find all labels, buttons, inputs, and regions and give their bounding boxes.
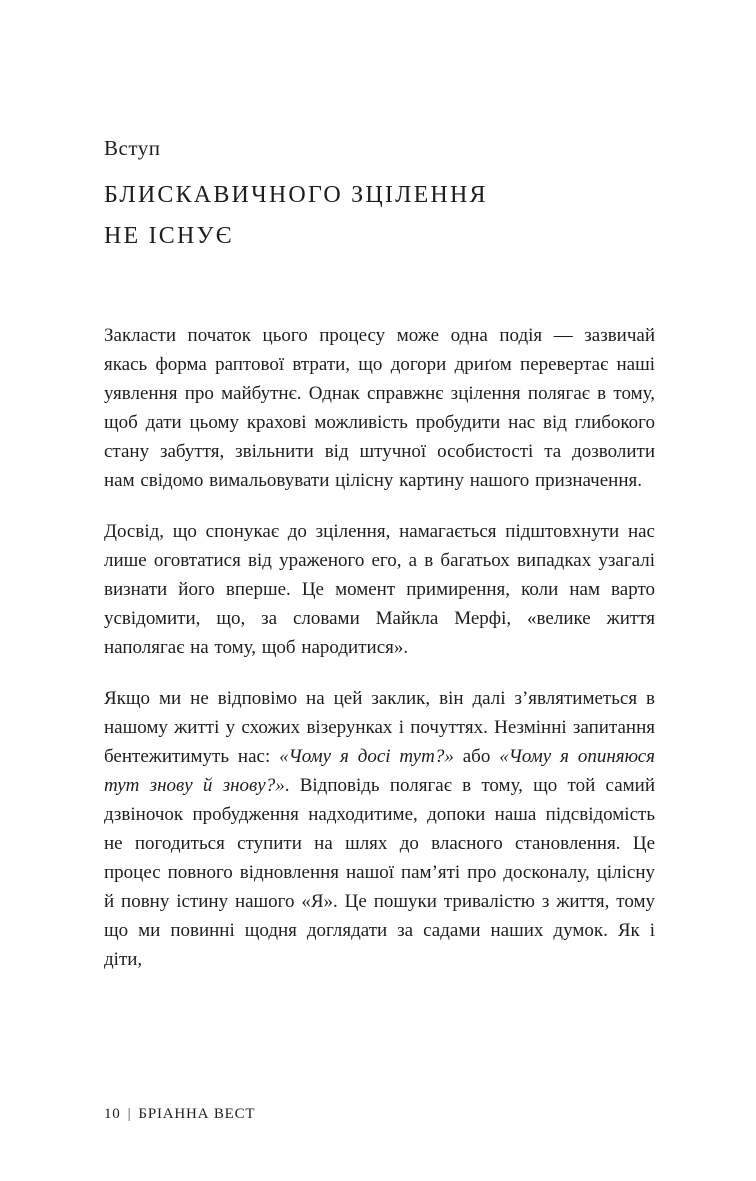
running-title: БРІАННА ВЕСТ	[138, 1106, 256, 1122]
text-run: Закласти початок цього процесу може одна подія — зазвичай якась форма раптової втрати, що догори дриґом перевертає наші уявлення про майбутнє. Однак справжнє зцілення полягає в тому, щоб дати цьому крахові можливість пробудити нас від глибокого стану забуття, звільнити від штучної особистості та дозволити нам свідомо вимальовувати цілісну картину нашого призначення.	[104, 324, 655, 491]
page-number: 10	[104, 1106, 121, 1122]
text-run: Досвід, що спонукає до зцілення, намагається підштовхнути нас лише оговтатися від ураженого его, а в багатьох випадках узагалі визнати його вперше. Це момент примирення, коли нам варто усвідомити, що, за словами Майкла Мерфі, «велике життя наполягає на тому, щоб народитися».	[104, 520, 655, 658]
chapter-title-line2: НЕ ІСНУЄ	[104, 222, 234, 249]
italic-text-run: «Чому я досі тут?»	[279, 745, 454, 767]
text-run: . Відповідь полягає в тому, що той самий дзвіночок пробудження надходитиме, допоки наша підсвідомість не погодиться ступити на шлях до власного становлення. Це процес повного відновлення нашої пам’яті про досконалу, цілісну й повну істину нашого «Я». Це пошуки тривалістю з життя, тому що ми повинні щодня доглядати за садами наших думок. Як і діти,	[104, 774, 655, 970]
paragraph	[104, 517, 655, 662]
text-run: або	[453, 745, 500, 767]
italic-text-run: «Чому я опиняюся тут знову й знову?»	[104, 745, 656, 796]
chapter-label: Вступ	[104, 136, 161, 160]
chapter-title	[104, 175, 655, 257]
footer-separator: |	[127, 1106, 132, 1122]
paragraph	[104, 321, 655, 495]
page-footer	[104, 1106, 255, 1123]
page-content	[104, 136, 655, 974]
text-run: Якщо ми не відповімо на цей заклик, він далі з’являтиметься в нашому житті у схожих візерунках і почуттях. Незмінні запитання бентежитимуть нас:	[104, 687, 655, 767]
chapter-title-line1: БЛИСКАВИЧНОГО ЗЦІЛЕННЯ	[104, 182, 488, 208]
paragraph	[104, 684, 655, 974]
paragraphs	[104, 321, 655, 974]
